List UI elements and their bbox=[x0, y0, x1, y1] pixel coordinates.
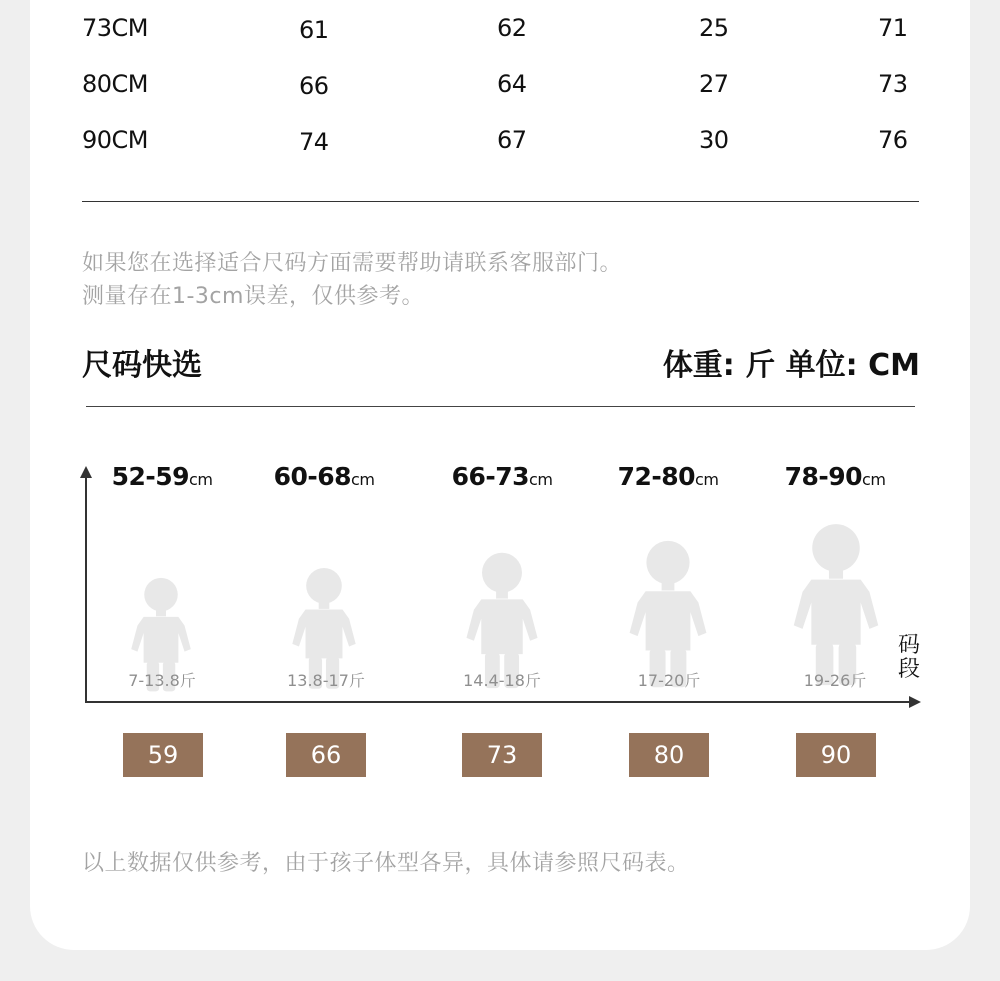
table-cell: 74 bbox=[299, 128, 329, 156]
table-divider bbox=[82, 201, 919, 202]
height-range-unit: cm bbox=[189, 470, 213, 489]
height-range-unit: cm bbox=[695, 470, 719, 489]
table-cell: 71 bbox=[878, 14, 908, 42]
height-range bbox=[755, 462, 915, 491]
height-range-value: 52-59 bbox=[111, 462, 190, 491]
height-range-value: 66-73 bbox=[451, 462, 530, 491]
quick-size-title: 尺码快选 bbox=[82, 348, 202, 383]
height-range-value: 72-80 bbox=[617, 462, 696, 491]
height-range bbox=[422, 462, 582, 491]
table-cell-size: 90CM bbox=[82, 126, 149, 154]
table-cell: 62 bbox=[497, 14, 527, 42]
table-cell: 61 bbox=[299, 16, 329, 44]
size-66-button[interactable]: 66 bbox=[286, 733, 366, 777]
table-cell: 76 bbox=[878, 126, 908, 154]
units-label: 体重: 斤 单位: CM bbox=[662, 348, 920, 383]
weight-range: 13.8-17斤 bbox=[287, 671, 365, 690]
table-cell: 73 bbox=[878, 70, 908, 98]
table-cell-size: 80CM bbox=[82, 70, 149, 98]
help-note: 如果您在选择适合尺码方面需要帮助请联系客服部门。 bbox=[82, 251, 623, 276]
height-range-unit: cm bbox=[862, 470, 886, 489]
height-range-unit: cm bbox=[529, 470, 553, 489]
height-range-value: 60-68 bbox=[273, 462, 352, 491]
height-range bbox=[588, 462, 748, 491]
size-80-button[interactable]: 80 bbox=[629, 733, 709, 777]
x-axis-arrow-icon bbox=[909, 696, 921, 708]
table-cell: 66 bbox=[299, 72, 329, 100]
height-range bbox=[244, 462, 404, 491]
height-range bbox=[82, 462, 242, 491]
weight-range: 7-13.8斤 bbox=[128, 671, 196, 690]
weight-range: 14.4-18斤 bbox=[463, 671, 541, 690]
size-73-button[interactable]: 73 bbox=[462, 733, 542, 777]
height-range-value: 78-90 bbox=[784, 462, 863, 491]
table-cell-size: 73CM bbox=[82, 14, 149, 42]
y-axis bbox=[85, 476, 87, 702]
error-note: 测量存在1-3cm误差，仅供参考。 bbox=[82, 284, 424, 309]
size-90-button[interactable]: 90 bbox=[796, 733, 876, 777]
table-cell: 67 bbox=[497, 126, 527, 154]
section-divider bbox=[86, 406, 915, 407]
size-59-button[interactable]: 59 bbox=[123, 733, 203, 777]
x-axis bbox=[85, 701, 911, 703]
table-cell: 25 bbox=[699, 14, 729, 42]
disclaimer-note: 以上数据仅供参考，由于孩子体型各异，具体请参照尺码表。 bbox=[82, 851, 690, 876]
size-range-axis-label: 码段 bbox=[897, 633, 920, 682]
weight-range: 19-26斤 bbox=[803, 671, 867, 690]
table-cell: 27 bbox=[699, 70, 729, 98]
table-cell: 64 bbox=[497, 70, 527, 98]
weight-range: 17-20斤 bbox=[637, 671, 701, 690]
table-cell: 30 bbox=[699, 126, 729, 154]
height-range-unit: cm bbox=[351, 470, 375, 489]
